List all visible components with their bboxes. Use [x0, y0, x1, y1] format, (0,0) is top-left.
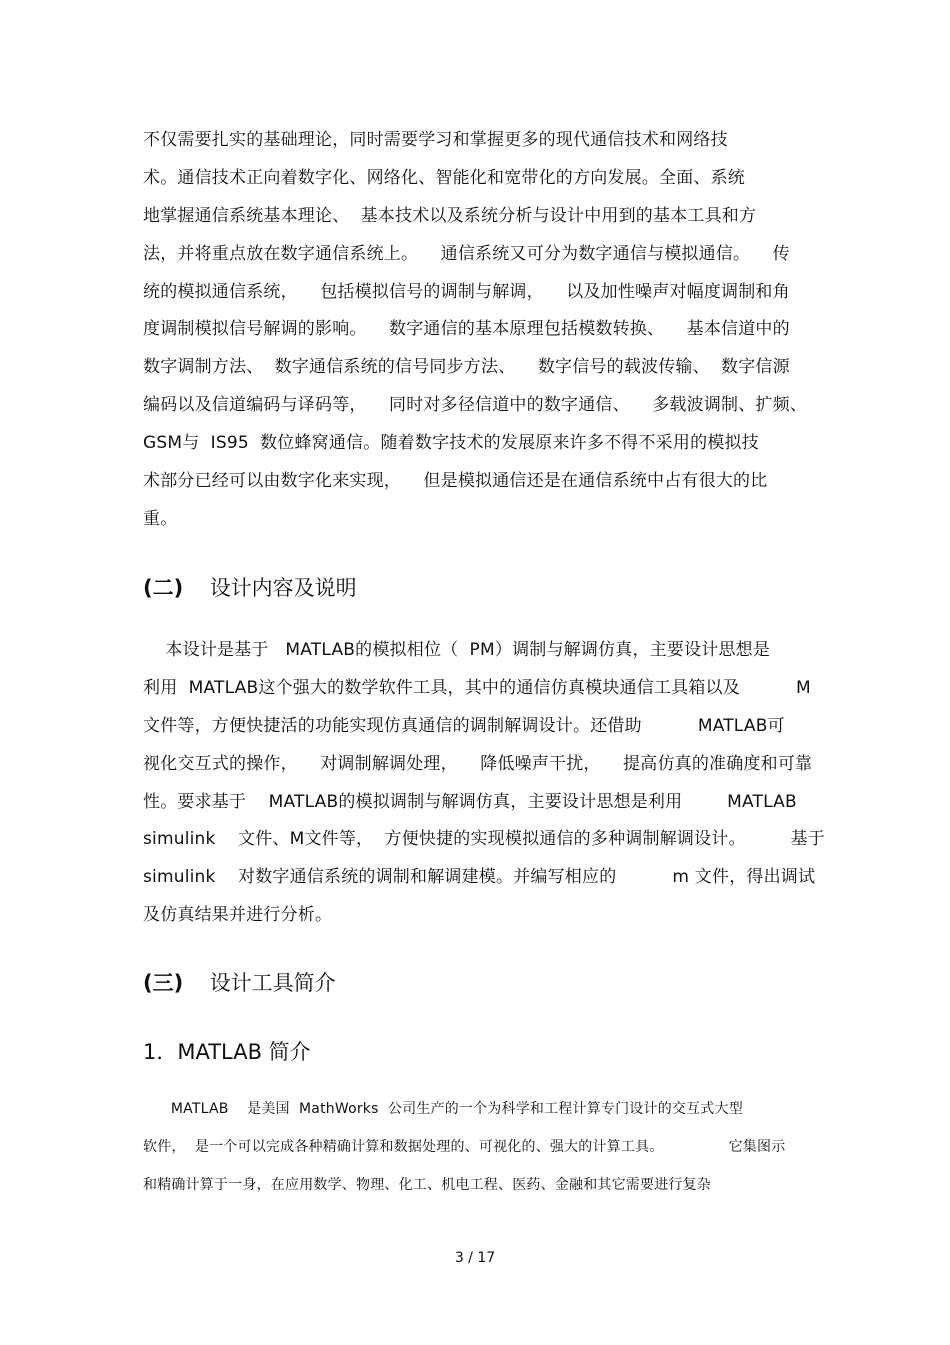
section-number: (三) [143, 971, 184, 995]
text-line: 统的模拟通信系统， 包括模拟信号的调制与解调， 以及加性噪声对幅度调制和角 [143, 281, 790, 302]
text-line: GSM与 IS95 数位蜂窝通信。随着数字技术的发展原来许多不得不采用的模拟技 [143, 433, 759, 454]
text-line: 文件等，方便快捷活的功能实现仿真通信的调制解调设计。还借助 MATLAB可 [143, 715, 785, 736]
text-line: 数字调制方法、 数字通信系统的信号同步方法、 数字信号的载波传输、 数字信源 [143, 357, 790, 378]
paragraph-design-content [143, 632, 825, 935]
text-line: 术部分已经可以由数字化来实现， 但是模拟通信还是在通信系统中占有很大的比 [143, 471, 768, 492]
section-heading-design-tools [143, 967, 336, 997]
text-line: 法，并将重点放在数字通信系统上。 通信系统又可分为数字通信与模拟通信。 传 [143, 243, 790, 264]
text-line: 编码以及信道编码与译码等， 同时对多径信道中的数字通信、 多载波调制、扩频、 [143, 395, 808, 416]
text-line: 和精确计算于一身，在应用数学、物理、化工、机电工程、医药、金融和其它需要进行复杂 [143, 1177, 711, 1193]
text-line: 重。 [143, 508, 178, 529]
paragraph-matlab-intro [143, 1090, 813, 1204]
section-title: 设计内容及说明 [209, 576, 357, 600]
text-line: 利用 MATLAB这个强大的数学软件工具，其中的通信仿真模块通信工具箱以及 M [143, 677, 811, 698]
text-line: simulink 文件、M文件等， 方便快捷的实现模拟通信的多种调制解调设计。 基于 [143, 829, 825, 850]
text-line: simulink 对数字通信系统的调制和解调建模。并编写相应的 m 文件，得出调试 [143, 867, 816, 888]
subsection-heading-matlab [143, 1036, 311, 1066]
text-line: 性。要求基于 MATLAB的模拟调制与解调仿真，主要设计思想是利用 MATLAB [143, 791, 797, 812]
section-number: (二) [143, 576, 184, 600]
text-line: 不仅需要扎实的基础理论，同时需要学习和掌握更多的现代通信技术和网络技 [143, 130, 728, 150]
text-line: 及仿真结果并进行分析。 [143, 905, 333, 926]
subsection-title: 1．MATLAB 简介 [143, 1040, 311, 1064]
section-heading-design-content [143, 572, 357, 602]
text-line: 度调制模拟信号解调的影响。 数字通信的基本原理包括模数转换、 基本信道中的 [143, 319, 790, 340]
text-line: 视化交互式的操作， 对调制解调处理， 降低噪声干扰， 提高仿真的准确度和可靠 [143, 753, 813, 774]
page-number: 3 / 17 [454, 1250, 496, 1266]
page-footer [0, 1250, 950, 1266]
text-line: 地掌握通信系统基本理论、 基本技术以及系统分析与设计中用到的基本工具和方 [143, 205, 757, 226]
text-line: 本设计是基于 MATLAB的模拟相位（ PM）调制与解调仿真，主要设计思想是 [143, 640, 771, 660]
section-title: 设计工具简介 [209, 971, 336, 995]
text-line: 软件， 是一个可以完成各种精确计算和数据处理的、可视化的、强大的计算工具。 它集图示 [143, 1139, 786, 1155]
text-line: MATLAB 是美国 MathWorks 公司生产的一个为科学和工程计算专门设计的交互式大型 [143, 1101, 743, 1117]
paragraph-intro [143, 122, 813, 539]
text-line: 术。通信技术正向着数字化、网络化、智能化和宽带化的方向发展。全面、系统 [143, 167, 745, 188]
